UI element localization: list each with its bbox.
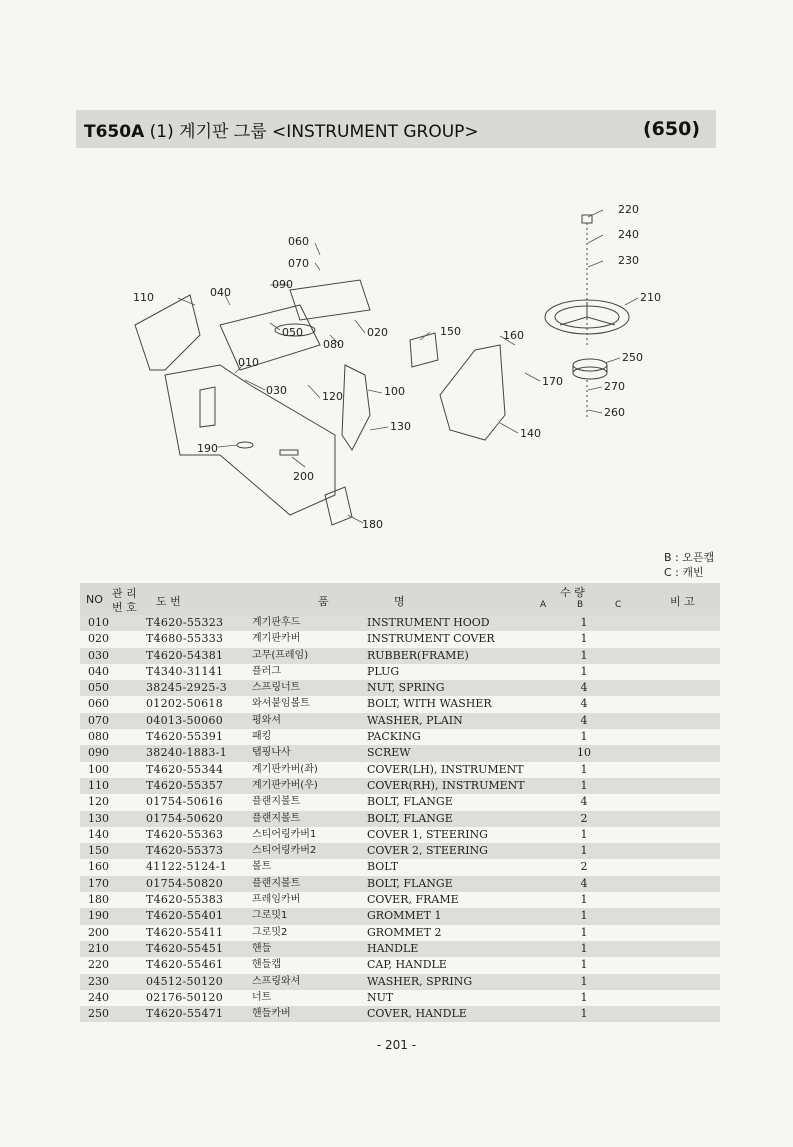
row-quantity: 2	[580, 811, 588, 825]
row-name-english: INSTRUMENT HOOD	[367, 616, 490, 629]
row-name-korean: 핸들카버	[252, 1008, 291, 1020]
row-no: 050	[88, 681, 109, 695]
callout-label: 180	[362, 518, 383, 531]
row-no: 060	[88, 697, 109, 711]
row-name-english: COVER 1, STEERING	[367, 827, 488, 841]
row-no: 130	[88, 811, 109, 825]
table-row	[80, 664, 720, 680]
header-qty: 수 량	[560, 586, 585, 599]
row-quantity: 1	[580, 730, 588, 744]
callout-label: 130	[390, 420, 411, 433]
row-name-english: PLUG	[367, 664, 400, 678]
row-no: 180	[88, 893, 109, 907]
row-name-korean: 스프링너트	[252, 682, 301, 694]
row-quantity: 1	[580, 664, 588, 678]
row-no: 220	[88, 958, 109, 972]
callout-label: 020	[367, 326, 388, 339]
exploded-parts-diagram	[120, 195, 680, 540]
row-part-number: T4620-55471	[146, 1007, 224, 1021]
row-name-english: BOLT, WITH WASHER	[367, 697, 492, 711]
row-name-korean: 패킹	[252, 731, 272, 743]
table-body	[80, 615, 720, 1022]
table-row	[80, 615, 720, 631]
row-name-korean: 스프링와셔	[252, 975, 301, 987]
row-part-number: T4620-55391	[146, 730, 224, 744]
row-name-korean: 계기판후드	[252, 617, 301, 628]
table-row	[80, 925, 720, 941]
row-name-korean: 플랜지볼트	[252, 796, 301, 808]
row-name-korean: 그로밋1	[252, 910, 288, 922]
instrument-cover-part	[290, 280, 370, 320]
header-name-left: 품	[318, 595, 329, 608]
row-name-korean: 스티어링카버2	[252, 845, 317, 857]
row-no: 170	[88, 876, 109, 890]
table-row	[80, 974, 720, 990]
table-row	[80, 941, 720, 957]
row-quantity: 1	[580, 909, 588, 923]
row-name-english: WASHER, PLAIN	[367, 713, 463, 727]
row-name-english: COVER 2, STEERING	[367, 844, 488, 858]
row-quantity: 10	[577, 746, 591, 760]
row-name-english: COVER(LH), INSTRUMENT	[367, 762, 524, 776]
callout-label: 240	[618, 228, 639, 241]
row-name-english: RUBBER(FRAME)	[367, 648, 469, 662]
callout-label: 030	[266, 384, 287, 397]
row-name-english: COVER, HANDLE	[367, 1007, 467, 1021]
table-header	[80, 583, 720, 615]
grommet-2-part	[280, 450, 298, 455]
instrument-hood-part	[220, 305, 320, 370]
table-row	[80, 631, 720, 647]
callout-label: 210	[640, 291, 661, 304]
row-quantity: 1	[580, 893, 588, 907]
row-name-korean: 프레임카버	[252, 894, 301, 906]
callout-label: 010	[238, 356, 259, 369]
row-part-number: 04013-50060	[146, 713, 224, 727]
callout-label: 060	[288, 235, 309, 248]
row-no: 140	[88, 827, 109, 841]
table-row	[80, 745, 720, 761]
legend-line: C : 캐빈	[664, 566, 704, 579]
row-name-korean: 그로밋2	[252, 926, 288, 938]
row-no: 100	[88, 762, 109, 776]
row-name-korean: 플러그	[252, 665, 281, 677]
row-part-number: 38240-1883-1	[146, 746, 228, 760]
header-name-right: 명	[394, 595, 405, 608]
callout-label: 110	[133, 291, 154, 304]
table-row	[80, 859, 720, 875]
row-name-korean: 탭핑나사	[252, 747, 291, 759]
header-remarks: 비 고	[670, 595, 695, 608]
row-name-english: BOLT, FLANGE	[367, 811, 453, 825]
table-row	[80, 729, 720, 745]
row-name-english: SCREW	[367, 746, 411, 760]
table-row	[80, 827, 720, 843]
row-name-english: GROMMET 2	[367, 925, 442, 939]
row-no: 230	[88, 974, 109, 988]
callout-label: 090	[272, 278, 293, 291]
callout-label: 250	[622, 351, 643, 364]
callout-label: 080	[323, 338, 344, 351]
grommet-1-part	[237, 442, 253, 448]
row-name-korean: 볼트	[252, 861, 272, 873]
row-name-english: BOLT, FLANGE	[367, 795, 453, 809]
header-mgmt-bottom: 번 호	[112, 601, 137, 614]
row-quantity: 1	[580, 925, 588, 939]
row-name-english: WASHER, SPRING	[367, 974, 473, 988]
row-no: 120	[88, 795, 109, 809]
group-title: (1) 계기판 그룹 <INSTRUMENT GROUP>	[149, 121, 479, 142]
row-part-number: 01754-50616	[146, 795, 224, 809]
row-name-english: BOLT, FLANGE	[367, 876, 453, 890]
callout-label: 050	[282, 326, 303, 339]
row-quantity: 1	[580, 827, 588, 841]
row-quantity: 4	[580, 876, 588, 890]
table-row	[80, 990, 720, 1006]
model-name: T650A	[84, 121, 145, 142]
row-name-korean: 평와셔	[252, 714, 281, 726]
row-name-english: COVER(RH), INSTRUMENT	[367, 778, 525, 792]
frame-cover-part	[325, 487, 352, 525]
row-name-korean: 너트	[252, 991, 272, 1003]
row-no: 090	[88, 746, 109, 760]
table-row	[80, 1006, 720, 1022]
row-part-number: T4620-55461	[146, 958, 224, 972]
table-row	[80, 648, 720, 664]
row-part-number: 01202-50618	[146, 697, 224, 711]
row-name-korean: 계기판카버	[252, 633, 301, 645]
row-name-english: COVER, FRAME	[367, 893, 459, 907]
callout-label: 150	[440, 325, 461, 338]
callout-label: 100	[384, 385, 405, 398]
row-quantity: 1	[580, 648, 588, 662]
header-col-c: C	[615, 600, 622, 610]
row-quantity: 2	[580, 860, 588, 874]
row-no: 200	[88, 925, 109, 939]
callout-label: 120	[322, 390, 343, 403]
callout-label: 140	[520, 427, 541, 440]
table-row	[80, 892, 720, 908]
page-number: - 201 -	[376, 1038, 417, 1052]
table-row	[80, 957, 720, 973]
steering-cover-2-part	[410, 333, 438, 367]
cover-lh-part	[342, 365, 370, 450]
callout-label: 230	[618, 254, 639, 267]
page-title	[84, 117, 479, 142]
table-row	[80, 811, 720, 827]
row-quantity: 1	[580, 990, 588, 1004]
table-row	[80, 843, 720, 859]
frame-part	[165, 365, 335, 515]
row-quantity: 1	[580, 974, 588, 988]
row-name-english: HANDLE	[367, 941, 419, 955]
row-part-number: 01754-50820	[146, 876, 224, 890]
callout-label: 270	[604, 380, 625, 393]
row-name-korean: 플랜지볼트	[252, 812, 301, 824]
row-quantity: 1	[580, 778, 588, 792]
row-name-korean: 핸들캡	[252, 959, 281, 971]
table-row	[80, 778, 720, 794]
group-number: (650)	[642, 118, 700, 140]
table-row	[80, 908, 720, 924]
row-name-english: GROMMET 1	[367, 909, 442, 923]
row-name-english: PACKING	[367, 730, 421, 744]
row-quantity: 1	[580, 941, 588, 955]
table-row	[80, 876, 720, 892]
row-part-number: 41122-5124-1	[146, 860, 228, 874]
callout-label: 070	[288, 257, 309, 270]
row-no: 080	[88, 730, 109, 744]
row-part-number: 04512-50120	[146, 974, 224, 988]
callout-label: 260	[604, 406, 625, 419]
row-quantity: 4	[580, 795, 588, 809]
row-name-korean: 계기판카버(우)	[252, 779, 318, 791]
row-part-number: T4620-55373	[146, 844, 224, 858]
table-row	[80, 762, 720, 778]
row-part-number: T4620-55344	[146, 762, 224, 776]
row-name-english: CAP, HANDLE	[367, 958, 447, 972]
row-quantity: 4	[580, 713, 588, 727]
callout-label: 040	[210, 286, 231, 299]
version-legend	[664, 550, 714, 580]
row-no: 210	[88, 941, 109, 955]
callout-label: 170	[542, 375, 563, 388]
row-no: 190	[88, 909, 109, 923]
table-row	[80, 696, 720, 712]
row-part-number: T4620-55363	[146, 827, 224, 841]
row-name-english: NUT	[367, 990, 394, 1004]
header-col-a: A	[540, 600, 547, 610]
row-quantity: 1	[580, 958, 588, 972]
row-name-korean: 스티어링카버1	[252, 828, 317, 840]
row-part-number: 02176-50120	[146, 990, 224, 1004]
row-part-number: T4340-31141	[146, 664, 224, 678]
row-part-number: T4680-55333	[146, 632, 224, 646]
row-name-english: BOLT	[367, 860, 399, 874]
callout-label: 190	[197, 442, 218, 455]
row-no: 070	[88, 713, 109, 727]
row-part-number: 01754-50620	[146, 811, 224, 825]
row-no: 250	[88, 1007, 109, 1021]
row-name-english: NUT, SPRING	[367, 681, 445, 695]
row-quantity: 4	[580, 681, 588, 695]
row-part-number: T4620-55401	[146, 909, 224, 923]
row-part-number: T4620-55357	[146, 778, 224, 792]
row-part-number: T4620-55411	[146, 925, 224, 939]
row-no: 240	[88, 990, 109, 1004]
row-quantity: 1	[580, 1007, 588, 1021]
legend-line: B : 오픈캡	[664, 551, 715, 564]
row-no: 150	[88, 844, 109, 858]
row-quantity: 1	[580, 762, 588, 776]
row-name-korean: 핸들	[252, 942, 272, 954]
row-name-korean: 고무(프레임)	[252, 649, 309, 661]
table-row	[80, 794, 720, 810]
row-name-english: INSTRUMENT COVER	[367, 632, 495, 646]
row-part-number: T4620-55323	[146, 616, 224, 629]
parts-table	[80, 583, 720, 1022]
row-name-korean: 계기판카버(좌)	[252, 763, 318, 775]
row-no: 110	[88, 778, 109, 792]
table-row	[80, 713, 720, 729]
callout-label: 200	[293, 470, 314, 483]
row-part-number: T4620-54381	[146, 648, 224, 662]
callout-label: 220	[618, 203, 639, 216]
header-drawing: 도 번	[156, 595, 181, 608]
row-no: 160	[88, 860, 109, 874]
steering-cover-1-part	[440, 345, 505, 440]
row-quantity: 4	[580, 697, 588, 711]
row-no: 030	[88, 648, 109, 662]
row-part-number: 38245-2925-3	[146, 681, 228, 695]
row-name-korean: 와셔붙임볼트	[252, 698, 310, 710]
header-mgmt-top: 관 리	[112, 587, 137, 600]
row-no: 040	[88, 664, 109, 678]
cover-rh-part	[135, 295, 200, 370]
row-quantity: 1	[580, 616, 588, 629]
row-part-number: T4620-55383	[146, 893, 224, 907]
row-quantity: 1	[580, 844, 588, 858]
row-no: 010	[88, 616, 109, 629]
row-quantity: 1	[580, 632, 588, 646]
header-no: NO	[86, 593, 103, 606]
page-header	[76, 110, 716, 148]
row-no: 020	[88, 632, 109, 646]
row-name-korean: 플랜지볼트	[252, 877, 301, 889]
diagram-drawing	[120, 195, 680, 540]
callout-label: 160	[503, 329, 524, 342]
row-part-number: T4620-55451	[146, 941, 224, 955]
table-row	[80, 680, 720, 696]
header-col-b: B	[577, 600, 584, 610]
